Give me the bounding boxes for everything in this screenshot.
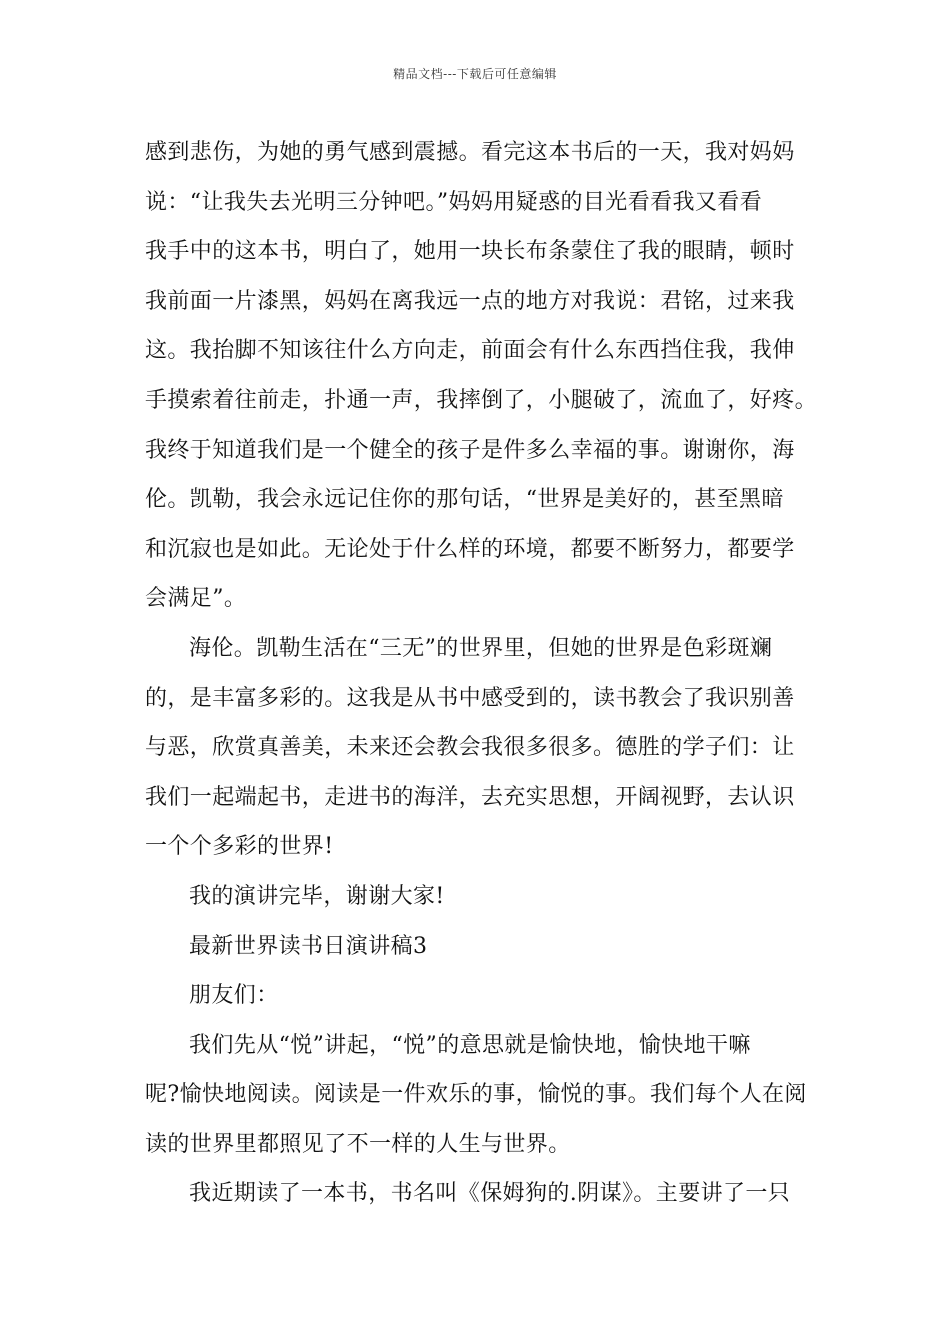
text-line: 朋友们： <box>189 983 279 1009</box>
text-line: 说：“让我失去光明三分钟吧。”妈妈用疑惑的目光看看我又看看 <box>145 189 763 215</box>
text-line: 我们一起端起书，走进书的海洋，去充实思想，开阔视野，去认识 <box>145 784 795 810</box>
text-line: 和沉寂也是如此。无论处于什么样的环境，都要不断努力，都要学 <box>145 536 795 562</box>
document-body <box>145 128 820 1219</box>
text-line: 读的世界里都照见了不一样的人生与世界。 <box>145 1131 571 1157</box>
text-line: 会满足”。 <box>145 586 247 612</box>
page-header: 精品文档---下载后可任意编辑 <box>393 67 557 81</box>
text-line: 最新世界读书日演讲稿3 <box>189 933 428 959</box>
text-line: 我手中的这本书，明白了，她用一块长布条蒙住了我的眼睛，顿时 <box>145 239 795 265</box>
text-line: 与恶，欣赏真善美，未来还会教会我很多很多。德胜的学子们：让 <box>145 735 795 761</box>
text-line: 我终于知道我们是一个健全的孩子是件多么幸福的事。谢谢你，海 <box>145 437 795 463</box>
text-line: 我前面一片漆黑，妈妈在离我远一点的地方对我说：君铭，过来我 <box>145 288 795 314</box>
text-line: 我近期读了一本书，书名叫《保姆狗的.阴谋》。主要讲了一只 <box>189 1181 791 1207</box>
text-line: 的，是丰富多彩的。这我是从书中感受到的，读书教会了我识别善 <box>145 685 795 711</box>
text-line: 我们先从“悦”讲起，“悦”的意思就是愉快地，愉快地干嘛 <box>189 1032 751 1058</box>
text-line: 感到悲伤，为她的勇气感到震撼。看完这本书后的一天，我对妈妈 <box>145 140 795 165</box>
text-line: 这。我抬脚不知该往什么方向走，前面会有什么东西挡住我，我伸 <box>145 338 795 364</box>
text-line: 伦。凯勒，我会永远记住你的那句话，“世界是美好的，甚至黑暗 <box>145 487 784 513</box>
text-line: 手摸索着往前走，扑通一声，我摔倒了，小腿破了，流血了，好疼。 <box>145 387 818 413</box>
text-line: 一个个多彩的世界! <box>145 834 334 860</box>
text-line: 海伦。凯勒生活在“三无”的世界里，但她的世界是色彩斑斓 <box>189 635 773 661</box>
text-line: 呢?愉快地阅读。阅读是一件欢乐的事，愉悦的事。我们每个人在阅 <box>145 1082 807 1108</box>
text-line: 我的演讲完毕，谢谢大家! <box>189 883 445 909</box>
